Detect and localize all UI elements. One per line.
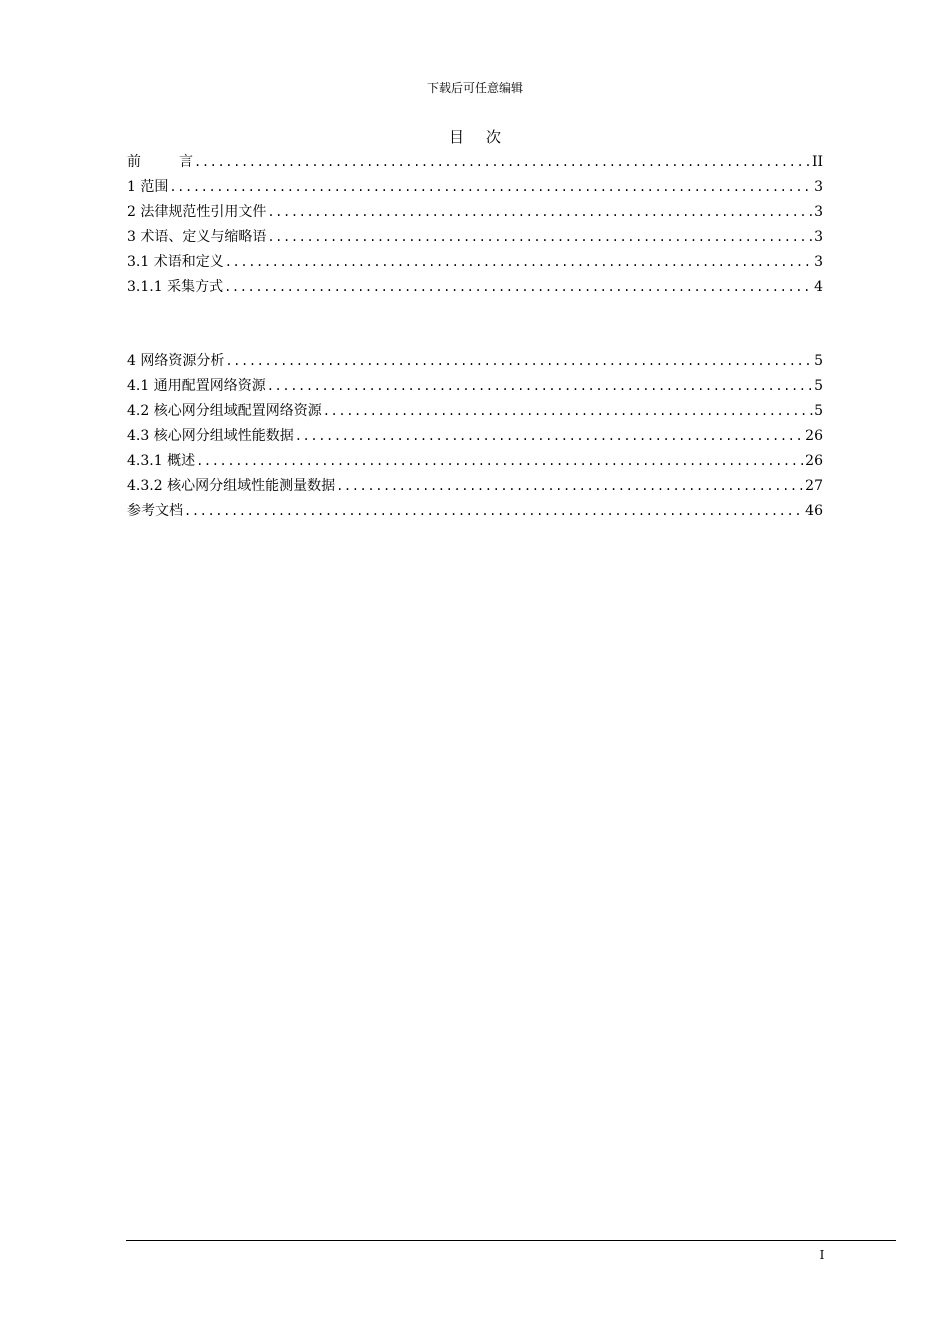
toc-entry-4-3-1[interactable] [127,449,823,474]
toc-leader-dots [267,200,813,225]
toc-entry-3-1[interactable] [127,250,823,275]
toc-entry-label: 2 法律规范性引用文件 [127,204,267,220]
toc-entry-page: 46 [805,503,823,519]
toc-leader-dots [267,225,813,250]
toc-leader-dots [225,349,813,374]
toc-entry-page: 4 [814,279,823,295]
toc-entry-page: 26 [805,453,823,469]
toc-entry-label: 4 网络资源分析 [127,353,225,369]
toc-entry-preface[interactable] [127,150,823,175]
toc-leader-dots [323,399,813,424]
toc-block-2 [127,349,823,524]
toc-leader-dots [336,474,804,499]
toc-leader-dots [295,424,804,449]
toc-entry-page: 3 [814,204,823,220]
toc-entry-page: 26 [805,428,823,444]
toc-title [0,127,950,147]
toc-entry-label: 4.3.1 概述 [127,453,196,469]
toc-entry-4-3[interactable] [127,424,823,449]
toc-leader-dots [224,275,813,300]
toc-leader-dots [184,499,804,524]
toc-entry-4[interactable] [127,349,823,374]
toc-entry-page: 3 [814,229,823,245]
toc-leader-dots [225,250,813,275]
toc-entry-4-3-2[interactable] [127,474,823,499]
toc-entry-2[interactable] [127,200,823,225]
toc-entry-label: 参考文档 [127,503,183,519]
toc-title-char-1: 目 [448,128,464,146]
toc-entry-page: 27 [805,478,823,494]
toc-leader-dots [267,374,813,399]
toc-entry-page: II [811,154,823,170]
toc-entry-page: 5 [814,403,823,419]
toc-entry-label: 3 术语、定义与缩略语 [127,229,267,245]
footer-page-number: I [819,1248,825,1262]
toc-entry-4-2[interactable] [127,399,823,424]
toc-entry-label: 3.1.1 采集方式 [127,279,224,295]
toc-entry-3-1-1[interactable] [127,275,823,300]
toc-leader-dots [169,175,813,200]
toc-entry-label: 4.2 核心网分组域配置网络资源 [127,403,322,419]
toc-entry-label: 4.3.2 核心网分组域性能测量数据 [127,478,336,494]
toc-entry-page: 3 [814,179,823,195]
toc-entry-label: 4.1 通用配置网络资源 [127,378,266,394]
header-note: 下载后可任意编辑 [426,81,523,95]
toc-label-part-1: 前 [127,154,141,170]
toc-entry-label: 3.1 术语和定义 [127,254,224,270]
toc-leader-dots [196,449,804,474]
toc-entry-label: 4.3 核心网分组域性能数据 [127,428,294,444]
toc-entry-references[interactable] [127,499,823,524]
footer-rule [126,1240,896,1241]
toc-entry-label [127,150,193,175]
toc-label-part-2: 言 [179,154,193,170]
toc-entry-4-1[interactable] [127,374,823,399]
toc-leader-dots [194,150,811,175]
toc-entry-label: 1 范围 [127,179,169,195]
toc-entry-3[interactable] [127,225,823,250]
toc-title-char-2: 次 [486,128,502,146]
toc-entry-page: 3 [814,254,823,270]
toc-block-1 [127,150,823,300]
toc-entry-page: 5 [814,378,823,394]
toc-entry-1[interactable] [127,175,823,200]
toc-entry-page: 5 [814,353,823,369]
